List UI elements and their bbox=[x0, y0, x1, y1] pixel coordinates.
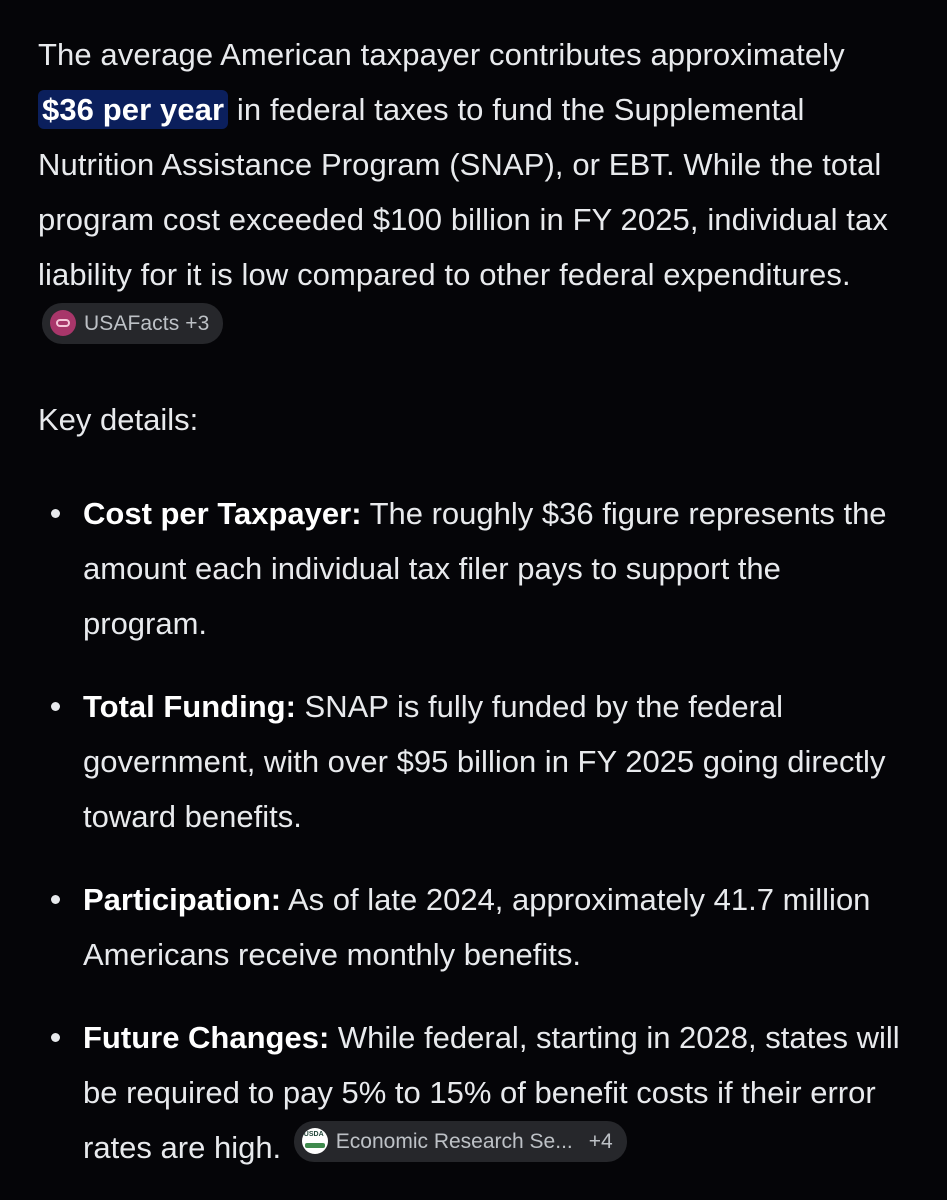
list-item bbox=[38, 872, 909, 982]
intro-text-after: in federal taxes to fund the Supplemental Nutrition Assistance Program (SNAP), or EBT. While the total program cost exceeded $100 billion in FY 2025, individual tax liability for it is low compared to other federal expenditures. bbox=[38, 92, 888, 292]
bullet-title: Participation: bbox=[83, 882, 282, 917]
usafacts-logo-icon bbox=[50, 310, 76, 336]
source-chip-ers[interactable] bbox=[294, 1121, 627, 1162]
key-details-list bbox=[38, 486, 909, 1175]
bullet-dot bbox=[51, 702, 60, 711]
highlighted-amount[interactable]: $36 per year bbox=[38, 90, 228, 129]
bullet-text: SNAP is fully funded by the federal government, with over $95 billion in FY 2025 going directly toward benefits. bbox=[83, 689, 886, 834]
key-details-heading: Key details: bbox=[38, 402, 199, 437]
bullet-dot bbox=[51, 1033, 60, 1042]
source-chip-label: USAFacts +3 bbox=[84, 311, 210, 335]
bullet-dot bbox=[51, 895, 60, 904]
bullet-title: Total Funding: bbox=[83, 689, 296, 724]
source-chip-label: Economic Research Se... bbox=[335, 1129, 573, 1153]
bullet-text: While federal, starting in 2028, states will be required to pay 5% to 15% of benefit costs if their error rates are high. bbox=[83, 1020, 900, 1165]
bullet-text: The roughly $36 figure represents the amount each individual tax filer pays to support the program. bbox=[83, 496, 887, 641]
usda-logo-icon bbox=[302, 1128, 328, 1154]
bullet-title: Future Changes: bbox=[83, 1020, 330, 1055]
list-item bbox=[38, 486, 909, 651]
bullet-text: As of late 2024, approximately 41.7 million Americans receive monthly benefits. bbox=[83, 882, 871, 972]
intro-paragraph bbox=[38, 27, 909, 357]
source-chip-count: +4 bbox=[588, 1129, 613, 1153]
bullet-title: Cost per Taxpayer: bbox=[83, 496, 362, 531]
intro-text-before: The average American taxpayer contributes approximately bbox=[38, 37, 845, 72]
list-item bbox=[38, 1010, 909, 1175]
bullet-dot bbox=[51, 509, 60, 518]
source-chip-usafacts[interactable] bbox=[42, 303, 223, 344]
list-item bbox=[38, 679, 909, 844]
